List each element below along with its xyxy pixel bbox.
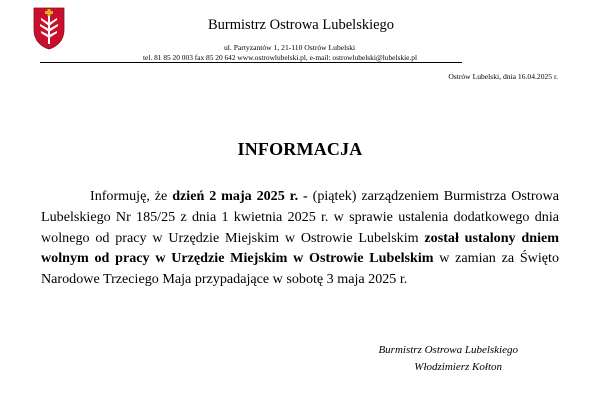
body-segment: w zamian za Święto Narodowe Trzeciego Maja przypadające w sobotę 3 maja 2025 r. xyxy=(41,250,559,288)
body-segment-bold: został ustalony dniem wolnym od pracy w Urzędzie Miejskim w Ostrowie Lubelskim xyxy=(41,229,559,267)
body-segment-bold: dzień 2 maja 2025 r. - xyxy=(172,188,308,204)
coat-of-arms-icon xyxy=(32,6,66,50)
office-title: Burmistrz Ostrowa Lubelskiego xyxy=(208,17,395,33)
office-address: ul. Partyzantów 1, 21-110 Ostrów Lubelski xyxy=(224,43,356,52)
office-contact: tel. 81 85 20 003 fax 85 20 642 www.ostrowlubelski.pl, e-mail: ostrowlubelski@lubelskie.pl xyxy=(143,53,418,62)
document-date: Ostrów Lubelski, dnia 16.04.2025 r. xyxy=(448,72,558,81)
signature-name: Włodzimierz Kołton xyxy=(414,361,502,373)
document-heading: INFORMACJA xyxy=(237,139,363,159)
body-segment: (piątek) zarządzeniem Burmistrza Ostrowa Lubelskiego Nr 185/25 z dnia 1 kwietnia 2025 r. w sprawie ustalenia dodatkowego dnia wolnego od pracy w Urzędzie Miejskim w Ostrowie Lubelskim xyxy=(41,188,560,246)
signature-office: Burmistrz Ostrowa Lubelskiego xyxy=(378,344,518,356)
header-divider xyxy=(40,62,462,63)
body-segment: Informuję, że xyxy=(90,188,173,204)
document-body xyxy=(41,186,559,290)
